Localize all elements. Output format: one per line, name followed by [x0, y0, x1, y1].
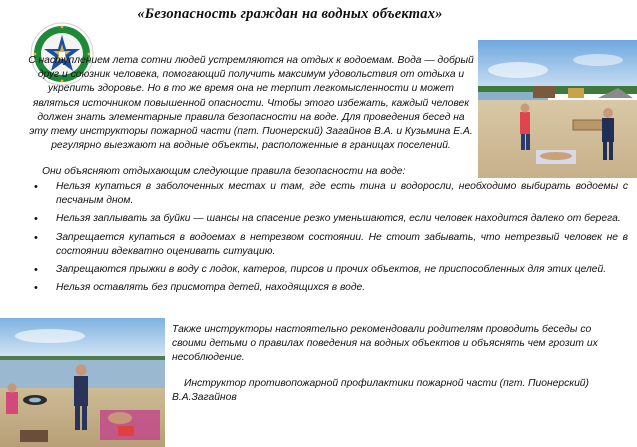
beach-photo-top — [478, 40, 637, 178]
beach-photo-bottom — [0, 318, 165, 447]
page-title: «Безопасность граждан на водных объектах» — [137, 6, 443, 22]
rules-intro: Они объясняют отдыхающим следующие правила безопасности на воде: — [42, 166, 406, 177]
intro-text — [28, 54, 474, 153]
signature-position: Инструктор противопожарной профилактики пожарной части (пгт. Пионерский) — [184, 378, 589, 389]
list-item: • Нельзя заплывать за буйки — шансы на спасение резко уменьшаются, если человек находится далеко от берега. — [32, 212, 628, 226]
safety-rules-list — [32, 180, 628, 299]
list-item: • Запрещается купаться в водоемах в нетрезвом состоянии. Не стоит забывать, что нетрезвый человек не в состоянии вдекватно оценивать ситуацию. — [32, 231, 628, 259]
list-item: • Запрещаются прыжки в воду с лодок, катеров, пирсов и прочих объектов, не приспособленных для этих целей. — [32, 263, 628, 277]
advice-text: Также инструкторы настоятельно рекомендовали родителям проводить беседы со своими детьми о правилах поведения на водных объектов и объяснять чем грозит их несоблюдение. — [172, 324, 598, 364]
signature-name: В.А.Загайнов — [172, 392, 237, 404]
intro-paragraph: С наступлением лета сотни людей устремляются на отдых к водоемам. Вода — добрый друг и союзник человека, помогающий получить максимум удовольствия от отдыха и укрепить здоровье. Но в то же время она не терпит легкомысленности и может являться источником повышенной опасности. Чтобы этого избежать, каждый человек должен знать элементарные правила безопасности на воде. Для проведения бесед на эту тему инструкторы пожарной части (пгт. Пионерский) Загайнов В.А. и Кузьмина Е.А. регулярно выезжают на водные объекты, расположенные в границах поселений. — [28, 55, 474, 152]
list-item: • Нельзя оставлять без присмотра детей, находящихся в воде. — [32, 281, 628, 295]
signature — [172, 377, 628, 405]
list-item: • Нельзя купаться в заболоченных местах и там, где есть тина и водоросли, необходимо выбирать водоемы с песчаным дном. — [32, 180, 628, 208]
